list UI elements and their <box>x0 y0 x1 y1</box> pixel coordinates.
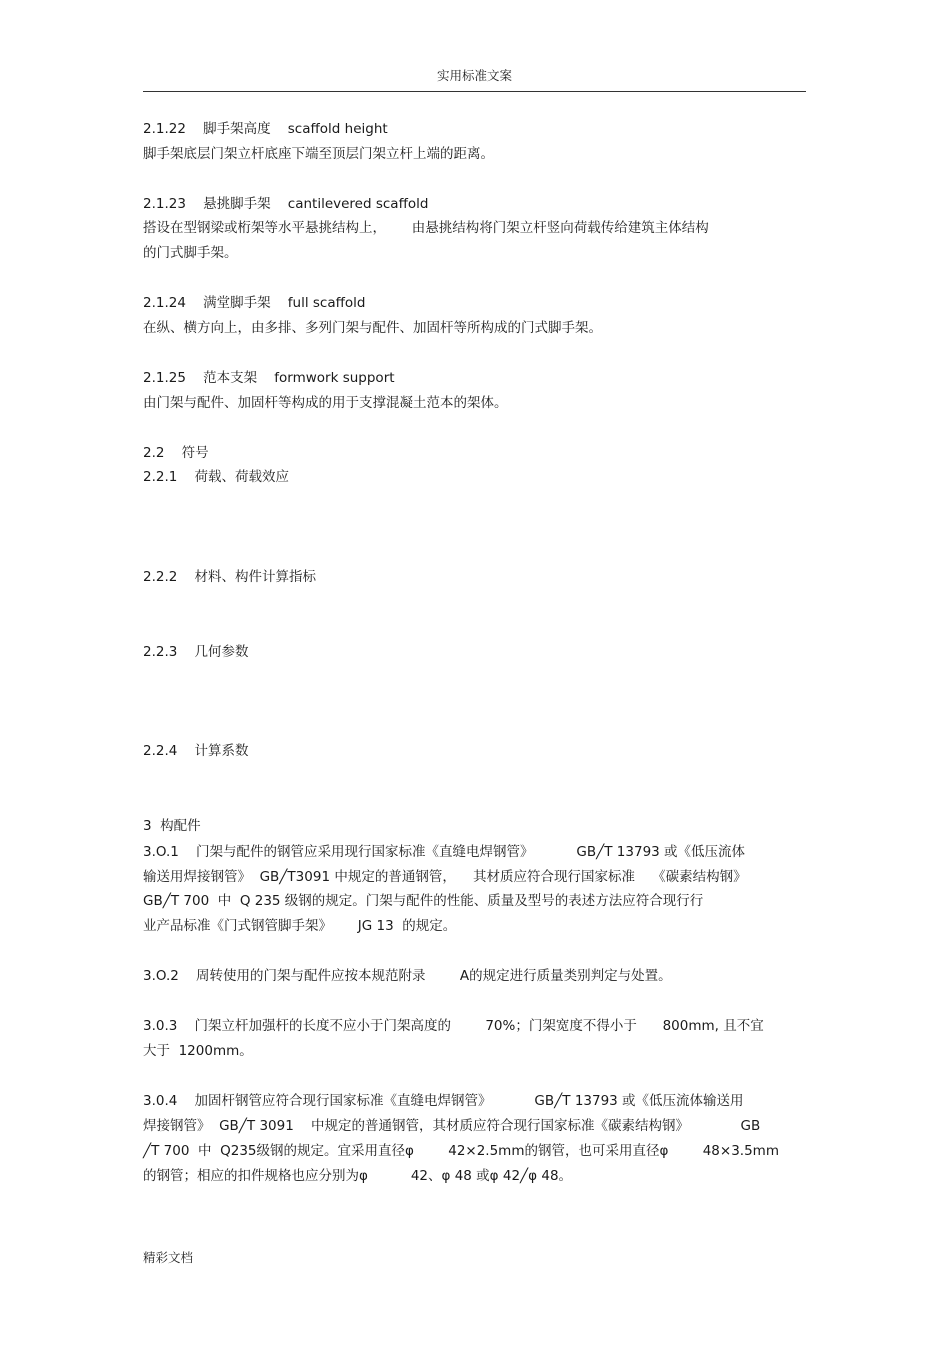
text-line: 2.2 符号 <box>143 445 209 461</box>
header-divider <box>143 91 806 92</box>
text-line: 焊接钢管》 GB╱T 3091 中规定的普通钢管，其材质应符合现行国家标准《碳素结构钢》 GB <box>143 1118 761 1134</box>
text-line: ╱T 700 中 Q235级钢的规定。宜采用直径φ 42×2.5mm的钢管，也可采用直径φ 48×3.5mm <box>143 1143 779 1159</box>
text-line: 大于 1200mm。 <box>143 1043 253 1059</box>
text-line: 2.1.23 悬挑脚手架 cantilevered scaffold <box>143 196 429 212</box>
text-line: 在纵、横方向上，由多排、多列门架与配件、加固杆等所构成的门式脚手架。 <box>143 320 602 336</box>
text-line: 3.0.3 门架立杆加强杆的长度不应小于门架高度的 70%；门架宽度不得小于 800mm, 且不宜 <box>143 1018 764 1034</box>
text-line: 由门架与配件、加固杆等构成的用于支撑混凝土范本的架体。 <box>143 395 508 411</box>
text-line: 2.2.2 材料、构件计算指标 <box>143 569 317 585</box>
text-line: 2.2.1 荷载、荷载效应 <box>143 469 290 485</box>
text-line: 2.2.3 几何参数 <box>143 644 249 660</box>
text-line: GB╱T 700 中 Q 235 级钢的规定。门架与配件的性能、质量及型号的表述方法应符合现行行 <box>143 893 704 909</box>
page-footer: 精彩文档 <box>143 1250 194 1265</box>
text-line: 3.O.1 门架与配件的钢管应采用现行国家标准《直缝电焊钢管》 GB╱T 13793 或《低压流体 <box>143 844 746 860</box>
text-line: 2.2.4 计算系数 <box>143 743 249 759</box>
page-header: 实用标准文案 <box>436 68 512 83</box>
text-line: 3.O.2 周转使用的门架与配件应按本规范附录 A的规定进行质量类别判定与处置。 <box>143 968 672 984</box>
text-line: 3.0.4 加固杆钢管应符合现行国家标准《直缝电焊钢管》 GB╱T 13793 或《低压流体输送用 <box>143 1093 744 1109</box>
text-line: 3 构配件 <box>143 818 201 834</box>
text-line: 2.1.25 范本支架 formwork support <box>143 370 395 386</box>
text-line: 输送用焊接钢管》 GB╱T3091 中规定的普通钢管， 其材质应符合现行国家标准 《碳素结构钢》 <box>143 869 747 885</box>
text-line: 2.1.24 满堂脚手架 full scaffold <box>143 295 366 311</box>
text-line: 的门式脚手架。 <box>143 245 238 261</box>
text-line: 搭设在型钢梁或桁架等水平悬挑结构上， 由悬挑结构将门架立杆竖向荷载传给建筑主体结构 <box>143 220 709 236</box>
text-line: 2.1.22 脚手架高度 scaffold height <box>143 121 388 137</box>
text-line: 业产品标准《门式钢管脚手架》 JG 13 的规定。 <box>143 918 457 934</box>
text-line: 脚手架底层门架立杆底座下端至顶层门架立杆上端的距离。 <box>143 146 494 162</box>
text-line: 的钢管；相应的扣件规格也应分别为φ 42、φ 48 或φ 42╱φ 48。 <box>143 1168 573 1184</box>
